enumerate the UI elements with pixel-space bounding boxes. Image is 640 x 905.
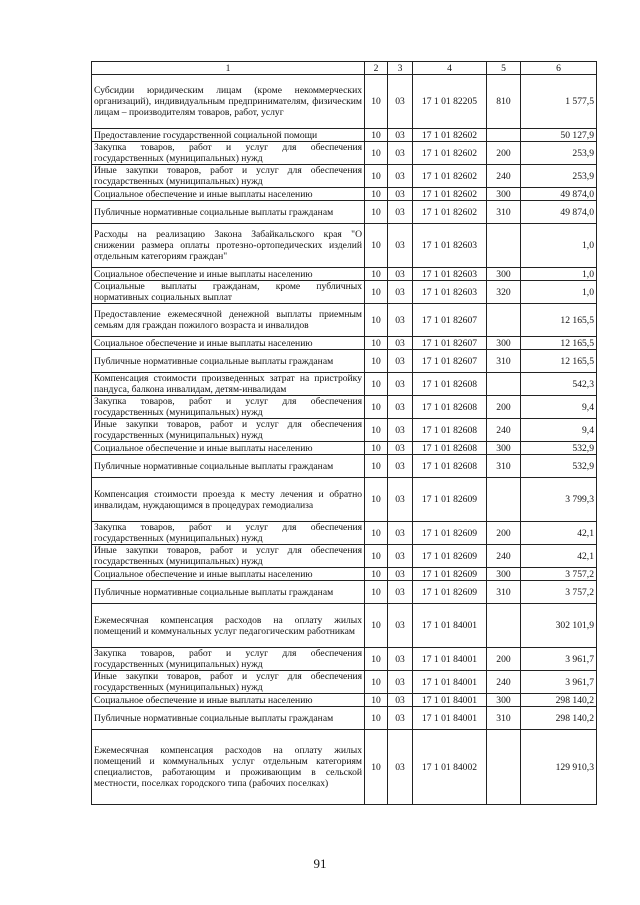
row-amount: 1,0 <box>521 268 597 281</box>
row-amount: 302 101,9 <box>521 604 597 648</box>
row-amount: 9,4 <box>521 396 597 419</box>
header-col-3: 3 <box>388 62 413 75</box>
row-subsection: 03 <box>388 201 413 224</box>
row-target-code: 17 1 01 82609 <box>413 581 487 604</box>
row-name: Иные закупки товаров, работ и услуг для обеспечения государственных (муниципальных) нужд <box>92 671 365 694</box>
header-col-5: 5 <box>487 62 521 75</box>
row-section: 10 <box>365 648 388 671</box>
row-target-code: 17 1 01 82609 <box>413 478 487 522</box>
row-name: Предоставление ежемесячной денежной выплаты приемным семьям для граждан пожилого возраста и инвалидов <box>92 304 365 337</box>
table-row <box>92 396 597 419</box>
row-subsection: 03 <box>388 396 413 419</box>
table-row <box>92 337 597 350</box>
row-amount: 1,0 <box>521 281 597 304</box>
row-name: Расходы на реализацию Закона Забайкальского края "О снижении размера оплаты протезно-ортопедических изделий отдельным категориям граждан" <box>92 224 365 268</box>
row-name: Публичные нормативные социальные выплаты гражданам <box>92 707 365 730</box>
row-section: 10 <box>365 281 388 304</box>
row-expense-type: 240 <box>487 419 521 442</box>
row-section: 10 <box>365 478 388 522</box>
row-amount: 3 961,7 <box>521 671 597 694</box>
row-amount: 298 140,2 <box>521 707 597 730</box>
row-expense-type <box>487 304 521 337</box>
row-subsection: 03 <box>388 373 413 396</box>
table-row <box>92 268 597 281</box>
row-subsection: 03 <box>388 224 413 268</box>
row-subsection: 03 <box>388 604 413 648</box>
row-amount: 49 874,0 <box>521 201 597 224</box>
row-amount: 42,1 <box>521 522 597 545</box>
row-amount: 42,1 <box>521 545 597 568</box>
row-expense-type <box>487 604 521 648</box>
row-subsection: 03 <box>388 350 413 373</box>
page-number: 91 <box>313 856 327 871</box>
row-amount: 532,9 <box>521 442 597 455</box>
header-col-6: 6 <box>521 62 597 75</box>
row-subsection: 03 <box>388 730 413 805</box>
table-row <box>92 604 597 648</box>
row-expense-type: 310 <box>487 581 521 604</box>
table-header <box>92 62 597 75</box>
table-row <box>92 648 597 671</box>
row-subsection: 03 <box>388 337 413 350</box>
row-name: Социальное обеспечение и иные выплаты населению <box>92 694 365 707</box>
row-amount: 3 961,7 <box>521 648 597 671</box>
row-name: Социальное обеспечение и иные выплаты населению <box>92 188 365 201</box>
row-section: 10 <box>365 224 388 268</box>
table-row <box>92 129 597 142</box>
row-name: Публичные нормативные социальные выплаты гражданам <box>92 201 365 224</box>
row-expense-type: 200 <box>487 648 521 671</box>
row-name: Компенсация стоимости произведенных затрат на пристройку пандуса, балкона инвалидам, детям-инвалидам <box>92 373 365 396</box>
row-expense-type: 300 <box>487 188 521 201</box>
row-subsection: 03 <box>388 165 413 188</box>
row-section: 10 <box>365 455 388 478</box>
row-section: 10 <box>365 396 388 419</box>
row-amount: 1,0 <box>521 224 597 268</box>
row-expense-type: 320 <box>487 281 521 304</box>
row-expense-type: 240 <box>487 545 521 568</box>
row-subsection: 03 <box>388 648 413 671</box>
row-expense-type: 310 <box>487 350 521 373</box>
row-section: 10 <box>365 337 388 350</box>
row-amount: 9,4 <box>521 419 597 442</box>
table-row <box>92 188 597 201</box>
row-name: Социальное обеспечение и иные выплаты населению <box>92 337 365 350</box>
row-section: 10 <box>365 581 388 604</box>
row-expense-type <box>487 129 521 142</box>
table-row <box>92 694 597 707</box>
row-subsection: 03 <box>388 568 413 581</box>
row-subsection: 03 <box>388 707 413 730</box>
row-expense-type <box>487 478 521 522</box>
table-row <box>92 671 597 694</box>
row-subsection: 03 <box>388 281 413 304</box>
row-target-code: 17 1 01 82602 <box>413 129 487 142</box>
row-expense-type: 300 <box>487 337 521 350</box>
row-amount: 532,9 <box>521 455 597 478</box>
row-target-code: 17 1 01 82608 <box>413 396 487 419</box>
row-amount: 253,9 <box>521 142 597 165</box>
row-target-code: 17 1 01 84001 <box>413 671 487 694</box>
row-expense-type: 810 <box>487 75 521 129</box>
row-name: Субсидии юридическим лицам (кроме некоммерческих организаций), индивидуальным предпринимателям, физическим лицам – производителям товаров, работ, услуг <box>92 75 365 129</box>
table-row <box>92 419 597 442</box>
row-name: Закупка товаров, работ и услуг для обеспечения государственных (муниципальных) нужд <box>92 522 365 545</box>
row-target-code: 17 1 01 82609 <box>413 522 487 545</box>
row-target-code: 17 1 01 82607 <box>413 304 487 337</box>
row-name: Публичные нормативные социальные выплаты гражданам <box>92 581 365 604</box>
row-amount: 298 140,2 <box>521 694 597 707</box>
row-section: 10 <box>365 694 388 707</box>
row-name: Закупка товаров, работ и услуг для обеспечения государственных (муниципальных) нужд <box>92 396 365 419</box>
row-target-code: 17 1 01 82609 <box>413 545 487 568</box>
row-target-code: 17 1 01 82603 <box>413 268 487 281</box>
table-row <box>92 478 597 522</box>
row-name: Социальное обеспечение и иные выплаты населению <box>92 442 365 455</box>
table-row <box>92 350 597 373</box>
row-subsection: 03 <box>388 75 413 129</box>
row-amount: 129 910,3 <box>521 730 597 805</box>
row-target-code: 17 1 01 82205 <box>413 75 487 129</box>
row-target-code: 17 1 01 82602 <box>413 165 487 188</box>
row-target-code: 17 1 01 82602 <box>413 188 487 201</box>
row-expense-type: 240 <box>487 671 521 694</box>
row-subsection: 03 <box>388 671 413 694</box>
header-col-2: 2 <box>365 62 388 75</box>
table-row <box>92 201 597 224</box>
row-name: Компенсация стоимости проезда к месту лечения и обратно инвалидам, нуждающимся в процедурах гемодиализа <box>92 478 365 522</box>
row-amount: 12 165,5 <box>521 304 597 337</box>
row-amount: 1 577,5 <box>521 75 597 129</box>
header-row <box>92 62 597 75</box>
row-target-code: 17 1 01 84001 <box>413 648 487 671</box>
table-row <box>92 165 597 188</box>
row-expense-type: 200 <box>487 396 521 419</box>
row-expense-type: 310 <box>487 201 521 224</box>
row-amount: 3 799,3 <box>521 478 597 522</box>
row-section: 10 <box>365 201 388 224</box>
row-target-code: 17 1 01 84002 <box>413 730 487 805</box>
table-row <box>92 581 597 604</box>
row-target-code: 17 1 01 82602 <box>413 142 487 165</box>
row-section: 10 <box>365 671 388 694</box>
row-subsection: 03 <box>388 522 413 545</box>
row-section: 10 <box>365 129 388 142</box>
row-target-code: 17 1 01 82607 <box>413 350 487 373</box>
row-subsection: 03 <box>388 129 413 142</box>
budget-table <box>91 61 597 805</box>
row-subsection: 03 <box>388 442 413 455</box>
row-amount: 50 127,9 <box>521 129 597 142</box>
row-section: 10 <box>365 545 388 568</box>
row-amount: 253,9 <box>521 165 597 188</box>
row-section: 10 <box>365 350 388 373</box>
row-section: 10 <box>365 373 388 396</box>
row-expense-type: 300 <box>487 568 521 581</box>
row-amount: 3 757,2 <box>521 568 597 581</box>
row-name: Социальное обеспечение и иные выплаты населению <box>92 568 365 581</box>
row-section: 10 <box>365 304 388 337</box>
table-row <box>92 142 597 165</box>
row-target-code: 17 1 01 82608 <box>413 455 487 478</box>
row-subsection: 03 <box>388 545 413 568</box>
row-amount: 12 165,5 <box>521 337 597 350</box>
row-subsection: 03 <box>388 694 413 707</box>
row-target-code: 17 1 01 82607 <box>413 337 487 350</box>
table-row <box>92 224 597 268</box>
row-name: Закупка товаров, работ и услуг для обеспечения государственных (муниципальных) нужд <box>92 142 365 165</box>
row-name: Иные закупки товаров, работ и услуг для обеспечения государственных (муниципальных) нужд <box>92 165 365 188</box>
row-section: 10 <box>365 730 388 805</box>
row-subsection: 03 <box>388 142 413 165</box>
row-section: 10 <box>365 188 388 201</box>
row-expense-type: 310 <box>487 455 521 478</box>
row-expense-type: 240 <box>487 165 521 188</box>
table-row <box>92 455 597 478</box>
row-target-code: 17 1 01 82603 <box>413 281 487 304</box>
row-expense-type: 200 <box>487 142 521 165</box>
row-target-code: 17 1 01 82603 <box>413 224 487 268</box>
row-amount: 542,3 <box>521 373 597 396</box>
row-section: 10 <box>365 707 388 730</box>
row-name: Закупка товаров, работ и услуг для обеспечения государственных (муниципальных) нужд <box>92 648 365 671</box>
row-name: Социальные выплаты гражданам, кроме публичных нормативных социальных выплат <box>92 281 365 304</box>
row-target-code: 17 1 01 84001 <box>413 604 487 648</box>
table-row <box>92 707 597 730</box>
row-expense-type: 300 <box>487 694 521 707</box>
row-section: 10 <box>365 568 388 581</box>
row-target-code: 17 1 01 84001 <box>413 694 487 707</box>
row-name: Предоставление государственной социальной помощи <box>92 129 365 142</box>
row-subsection: 03 <box>388 304 413 337</box>
header-col-4: 4 <box>413 62 487 75</box>
table-row <box>92 75 597 129</box>
row-target-code: 17 1 01 82609 <box>413 568 487 581</box>
row-target-code: 17 1 01 82608 <box>413 442 487 455</box>
row-target-code: 17 1 01 82602 <box>413 201 487 224</box>
row-section: 10 <box>365 75 388 129</box>
row-expense-type <box>487 730 521 805</box>
row-target-code: 17 1 01 82608 <box>413 373 487 396</box>
table-row <box>92 281 597 304</box>
table-body <box>92 75 597 805</box>
row-name: Социальное обеспечение и иные выплаты населению <box>92 268 365 281</box>
row-section: 10 <box>365 604 388 648</box>
row-amount: 49 874,0 <box>521 188 597 201</box>
row-subsection: 03 <box>388 478 413 522</box>
table-row <box>92 304 597 337</box>
table-row <box>92 442 597 455</box>
row-section: 10 <box>365 522 388 545</box>
row-subsection: 03 <box>388 188 413 201</box>
row-name: Ежемесячная компенсация расходов на оплату жилых помещений и коммунальных услуг отдельным категориям специалистов, работающим и проживающим в сельской местности, поселках городского типа (рабочих поселках) <box>92 730 365 805</box>
row-section: 10 <box>365 419 388 442</box>
table-row <box>92 522 597 545</box>
header-col-1: 1 <box>92 62 365 75</box>
row-section: 10 <box>365 165 388 188</box>
row-name: Ежемесячная компенсация расходов на оплату жилых помещений и коммунальных услуг педагогическим работникам <box>92 604 365 648</box>
row-subsection: 03 <box>388 419 413 442</box>
table-row <box>92 545 597 568</box>
row-subsection: 03 <box>388 455 413 478</box>
row-section: 10 <box>365 142 388 165</box>
row-name: Иные закупки товаров, работ и услуг для обеспечения государственных (муниципальных) нужд <box>92 419 365 442</box>
row-amount: 12 165,5 <box>521 350 597 373</box>
row-subsection: 03 <box>388 268 413 281</box>
row-expense-type: 200 <box>487 522 521 545</box>
row-name: Публичные нормативные социальные выплаты гражданам <box>92 455 365 478</box>
table-row <box>92 373 597 396</box>
table-row <box>92 730 597 805</box>
row-target-code: 17 1 01 82608 <box>413 419 487 442</box>
row-expense-type <box>487 224 521 268</box>
row-target-code: 17 1 01 84001 <box>413 707 487 730</box>
table-row <box>92 568 597 581</box>
row-expense-type: 310 <box>487 707 521 730</box>
row-expense-type: 300 <box>487 268 521 281</box>
row-section: 10 <box>365 268 388 281</box>
row-expense-type <box>487 373 521 396</box>
row-name: Иные закупки товаров, работ и услуг для обеспечения государственных (муниципальных) нужд <box>92 545 365 568</box>
row-section: 10 <box>365 442 388 455</box>
row-name: Публичные нормативные социальные выплаты гражданам <box>92 350 365 373</box>
row-expense-type: 300 <box>487 442 521 455</box>
row-amount: 3 757,2 <box>521 581 597 604</box>
row-subsection: 03 <box>388 581 413 604</box>
